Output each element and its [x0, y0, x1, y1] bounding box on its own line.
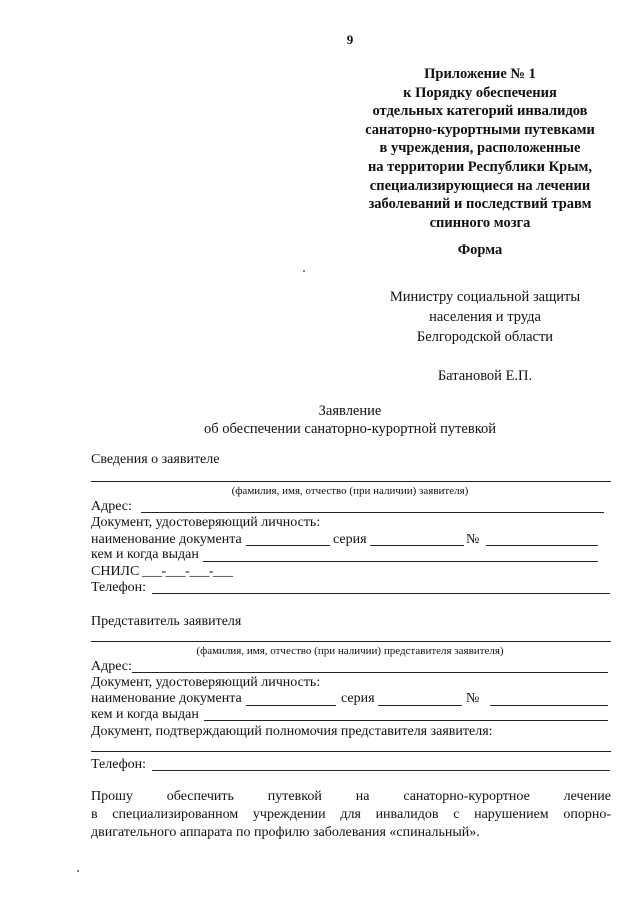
- representative-issued-label: кем и когда выдан: [91, 707, 199, 722]
- title-line: Заявление: [318, 403, 382, 419]
- representative-authority-label: Документ, подтверждающий полномочия представителя заявителя:: [91, 724, 493, 739]
- request-line-3: двигательного аппарата по профилю заболевания «спинальный».: [91, 825, 480, 840]
- applicant-snils-label: СНИЛС: [91, 564, 140, 579]
- representative-address-line[interactable]: [132, 672, 608, 673]
- applicant-fio-line[interactable]: [91, 481, 611, 482]
- applicant-doc-name-line[interactable]: [246, 545, 330, 546]
- representative-number-label: №: [466, 691, 480, 706]
- scan-speck: [303, 270, 305, 272]
- applicant-snils-field[interactable]: ___-___-___-___: [142, 564, 233, 579]
- representative-phone-line[interactable]: [152, 770, 610, 771]
- applicant-phone-line[interactable]: [152, 593, 610, 594]
- appendix-line: заболеваний и последствий травм: [368, 196, 592, 213]
- addressee-line: Министру социальной защиты: [389, 289, 581, 305]
- applicant-doc-label: Документ, удостоверяющий личность:: [91, 515, 321, 530]
- representative-fio-hint: (фамилия, имя, отчество (при наличии) представителя заявителя): [196, 645, 504, 657]
- request-paragraph: [91, 788, 611, 842]
- appendix-line: спинного мозга: [429, 214, 531, 231]
- applicant-issued-label: кем и когда выдан: [91, 547, 199, 562]
- representative-doc-name-line[interactable]: [246, 705, 336, 706]
- representative-issued-line[interactable]: [204, 720, 608, 721]
- addressee-name: Батановой Е.П.: [437, 368, 533, 384]
- representative-number-line[interactable]: [490, 705, 608, 706]
- applicant-doc-name-label: наименование документа: [91, 532, 242, 547]
- representative-doc-name-label: наименование документа: [91, 691, 242, 706]
- document-title: [0, 402, 640, 438]
- applicant-address-line[interactable]: [141, 512, 604, 513]
- applicant-heading: Сведения о заявителе: [91, 452, 220, 467]
- scan-speck: [77, 870, 79, 872]
- applicant-series-label: серия: [333, 532, 367, 547]
- applicant-phone-label: Телефон:: [91, 580, 147, 595]
- title-line: об обеспечении санаторно-курортной путевкой: [203, 421, 497, 437]
- representative-doc-label: Документ, удостоверяющий личность:: [91, 675, 321, 690]
- applicant-number-label: №: [466, 532, 480, 547]
- representative-address-label: Адрес:: [91, 659, 132, 674]
- addressee-line: Белгородской области: [416, 329, 554, 345]
- appendix-line: санаторно-курортными путевками: [365, 121, 595, 138]
- form-label: Форма: [457, 242, 503, 258]
- request-line-1: Прошу обеспечить путевкой на санаторно-курортное лечение: [91, 789, 611, 804]
- applicant-series-line[interactable]: [370, 545, 464, 546]
- appendix-line: к Порядку обеспечения: [403, 84, 557, 101]
- representative-series-line[interactable]: [378, 705, 462, 706]
- page-number: 9: [346, 32, 354, 47]
- addressee-block: [300, 287, 640, 386]
- representative-heading: Представитель заявителя: [91, 614, 242, 629]
- appendix-line: в учреждения, расположенные: [379, 140, 581, 157]
- request-line-2: в специализированном учреждении для инвалидов с нарушением опорно-: [91, 807, 611, 822]
- applicant-address-label: Адрес:: [91, 499, 132, 514]
- representative-series-label: серия: [341, 691, 375, 706]
- appendix-line: Приложение № 1: [424, 66, 536, 82]
- representative-phone-label: Телефон:: [91, 757, 147, 772]
- applicant-issued-line[interactable]: [203, 561, 598, 562]
- representative-authority-line[interactable]: [91, 751, 611, 752]
- appendix-line: специализирующиеся на лечении: [369, 177, 591, 194]
- appendix-line: отдельных категорий инвалидов: [372, 103, 588, 120]
- representative-fio-line[interactable]: [91, 641, 611, 642]
- appendix-block: [300, 65, 640, 232]
- appendix-line: на территории Республики Крым,: [367, 158, 593, 175]
- addressee-line: населения и труда: [429, 309, 541, 325]
- applicant-fio-hint: (фамилия, имя, отчество (при наличии) заявителя): [231, 485, 469, 497]
- applicant-number-line[interactable]: [486, 545, 598, 546]
